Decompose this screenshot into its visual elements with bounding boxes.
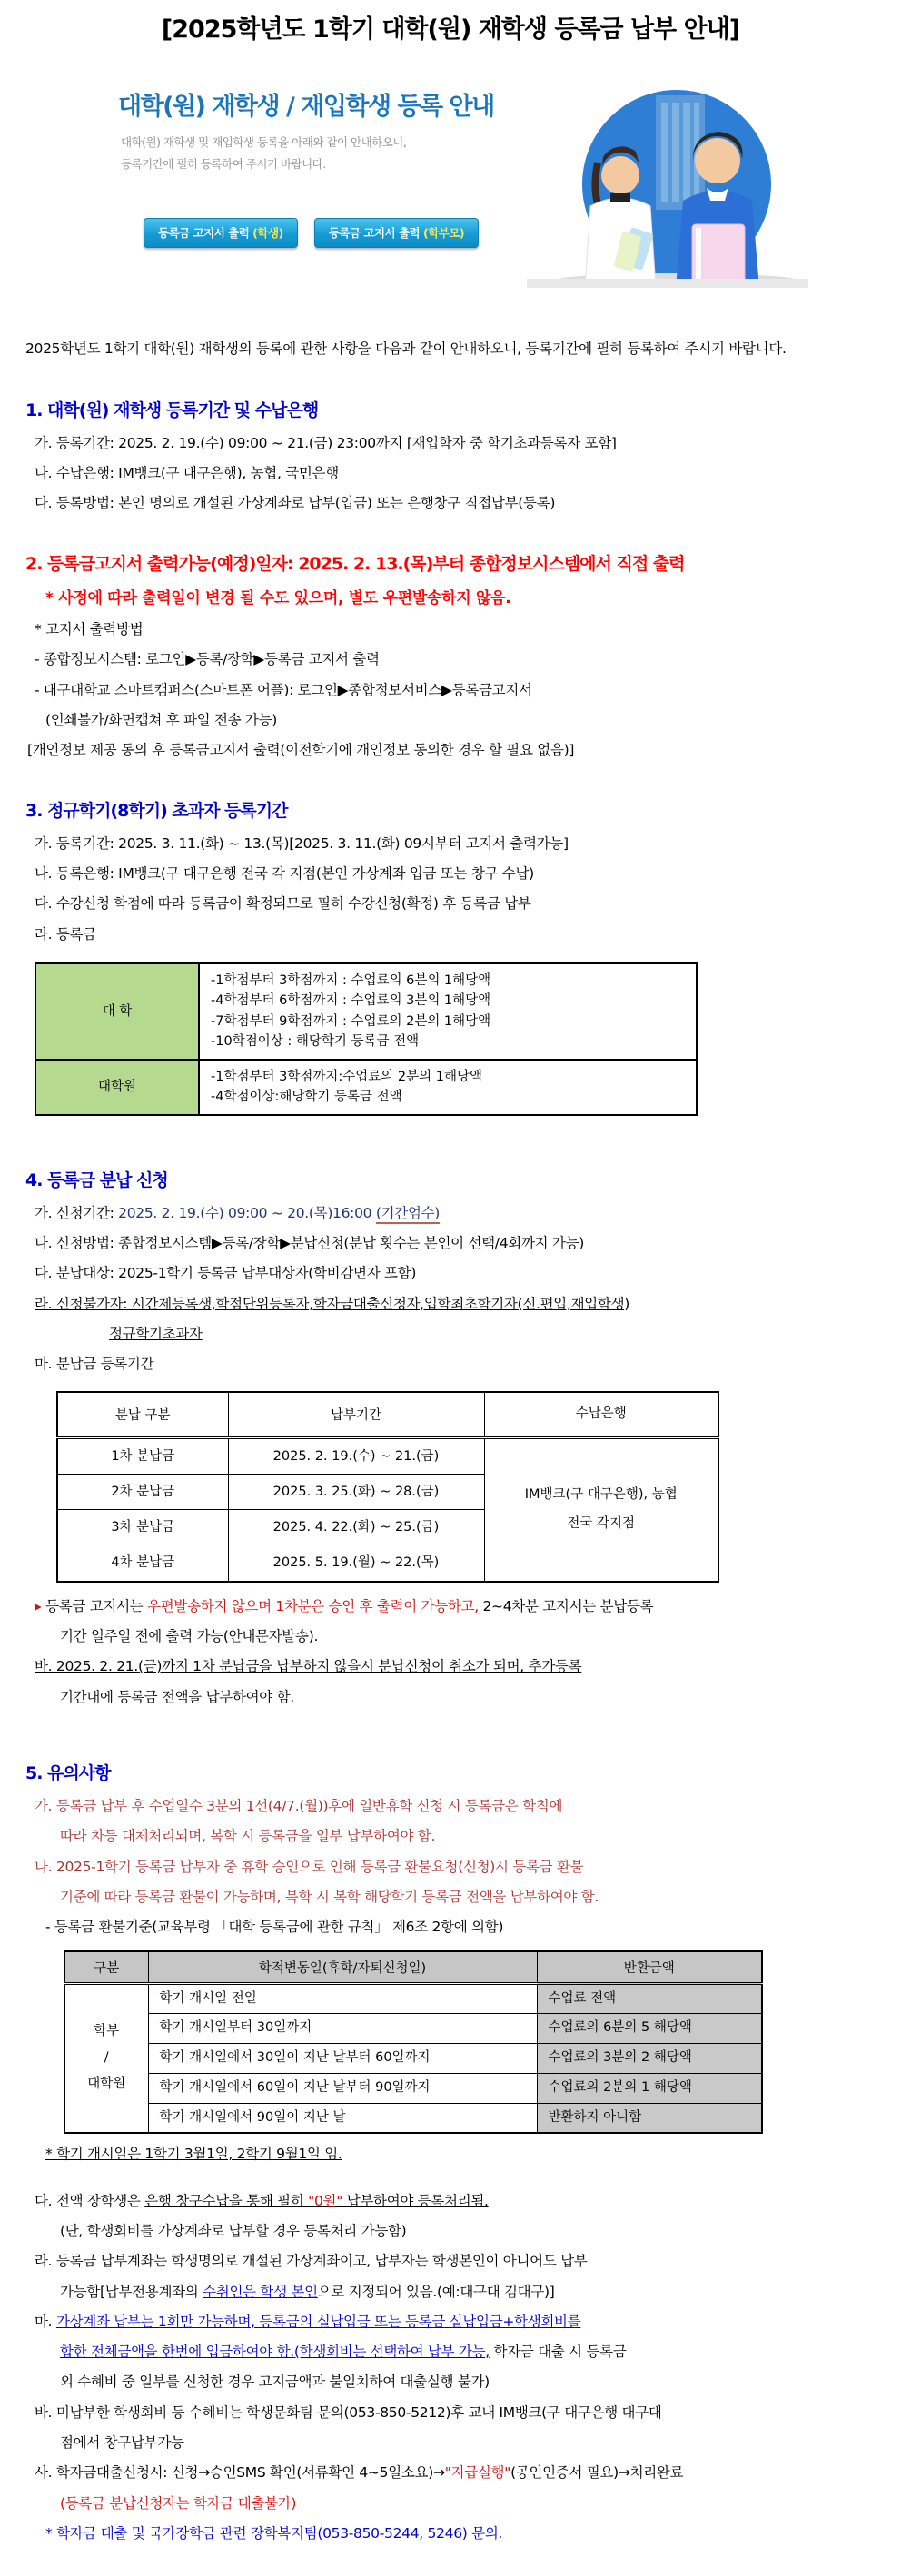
s5-item-ma-cont1 xyxy=(60,2337,877,2367)
s5-item-sa xyxy=(35,2458,877,2488)
refund-change-5: 학기 개시일에서 90일이 지난 날 xyxy=(148,2103,537,2133)
s5-ma-post: 학자금 대출 시 등록금 xyxy=(489,2344,627,2361)
col-header-bank: 수납은행 xyxy=(484,1392,718,1437)
s5-item-da-sub: (단, 학생회비를 가상계좌로 납부할 경우 등록처리 가능함) xyxy=(60,2222,407,2239)
s4-ga-deadline-emphasis: (기간엄수) xyxy=(376,1205,440,1224)
s4-bullet-red: 우편발송하지 않으며 1차분은 승인 후 출력이 가능하고, xyxy=(147,1597,479,1614)
univ-credit-rule-3: -7학점부터 9학점까지 : 수업료의 2분의 1해당액 xyxy=(211,1013,491,1029)
tuition-row-univ-label: 대 학 xyxy=(35,963,199,1060)
s5-semester-start-note: * 학기 개시일은 1학기 3월1일, 2학기 9월1일 임. xyxy=(45,2146,342,2163)
s5-ra-payee-emphasis: 수취인은 학생 본인 xyxy=(203,2283,318,2300)
installment-4-period: 2025. 5. 19.(월) ~ 22.(목) xyxy=(228,1545,484,1582)
print-bill-student-em: (학생) xyxy=(252,226,283,240)
s4-ga-label: 가. 신청기간: xyxy=(35,1204,119,1221)
banner-subtext-line1: 대학(원) 재학생 및 재입학생 등록을 아래와 같이 안내하오니, xyxy=(121,135,407,149)
students-illustration xyxy=(527,68,808,288)
installment-bank-cell xyxy=(484,1437,718,1582)
section-4-heading: 4. 등록금 분납 신청 xyxy=(25,1170,168,1190)
table-row xyxy=(64,2103,762,2133)
grad-credit-rule-1: -1학점부터 3학점까지:수업료의 2분의 1해당액 xyxy=(211,1069,482,1084)
s5-item-ra-cont xyxy=(60,2277,877,2307)
s2-method-smartcampus-note: (인쇄불가/화면캡쳐 후 파일 전송 가능) xyxy=(45,712,278,729)
installment-1-label: 1차 분납금 xyxy=(57,1437,228,1474)
s3-item-da: 다. 수강신청 학점에 따라 등록금이 확정되므로 필히 수강신청(확정) 후 등록금 납부 xyxy=(35,895,531,913)
s4-bullet-note xyxy=(35,1592,877,1622)
section-3-heading: 3. 정규학기(8학기) 초과자 등록기간 xyxy=(25,800,288,821)
installment-2-label: 2차 분납금 xyxy=(57,1474,228,1509)
tuition-row-grad-label: 대학원 xyxy=(35,1060,199,1115)
s5-da-pre: 다. 전액 장학생은 xyxy=(35,2192,145,2209)
table-header-row xyxy=(57,1392,718,1437)
s5-ma-blue-1: 가상계좌 납부는 1회만 가능하며, 등록금의 실납입금 또는 등록금 실납입금+학생회비를 xyxy=(55,2313,581,2330)
s5-ma-blue-2: 합한 전체금액을 한번에 입금하여야 함.(학생회비는 선택하여 납부 가능, xyxy=(60,2344,490,2361)
s5-final-contact-note: * 학자금 대출 및 국가장학금 관련 장학복지팀(053-850-5244, 5246) 문의. xyxy=(45,2525,503,2542)
group-line-slash: / xyxy=(104,2050,109,2066)
s5-item-na: 나. 2025-1학기 등록금 납부자 중 휴학 승인으로 인해 등록금 환불요청(신청)시 등록금 환불 xyxy=(35,1858,584,1875)
tuition-amount-table xyxy=(35,962,698,1116)
section-2-bill-print-date xyxy=(0,550,901,766)
univ-credit-rule-1: -1학점부터 3학점까지 : 수업료의 6분의 1해당액 xyxy=(211,972,491,988)
refund-table xyxy=(64,1950,763,2135)
bank-branch-line: 전국 각지점 xyxy=(567,1515,636,1531)
refund-amount-2: 수업료의 6분의 5 해당액 xyxy=(537,2014,762,2044)
s5-refund-standard-label: - 등록금 환불기준(교육부령 「대학 등록금에 관한 규칙」 제6조 2항에 의함) xyxy=(45,1919,504,1936)
refund-change-4: 학기 개시일에서 60일이 지난 날부터 90일까지 xyxy=(148,2073,537,2103)
s5-item-sa-sub: (등록금 분납신청자는 학자금 대출불가) xyxy=(60,2494,297,2512)
s5-item-ma-cont2: 외 수혜비 중 일부를 신청한 경우 고지금액과 불일치하여 대출실행 불가) xyxy=(60,2374,490,2391)
s4-item-ma: 마. 분납금 등록기간 xyxy=(35,1356,154,1373)
s4-bullet-post: 2~4차분 고지서는 분납등록 xyxy=(478,1597,654,1614)
banner-heading: 대학(원) 재학생 / 재입학생 등록 안내 xyxy=(118,93,494,121)
tuition-row-univ-detail xyxy=(199,963,697,1060)
s4-item-ra-cont: 정규학기초과자 xyxy=(109,1326,203,1342)
table-row xyxy=(64,2044,762,2074)
refund-group-cell xyxy=(64,1983,148,2133)
section-1-registration-period xyxy=(0,397,901,519)
s4-item-da: 다. 분납대상: 2025-1학기 등록금 납부대상자(학비감면자 포함) xyxy=(35,1265,417,1282)
s1-item-da: 다. 등록방법: 본인 명의로 개설된 가상계좌로 납부(입금) 또는 은행창구 직접납부(등록) xyxy=(35,495,556,512)
section-4-installment xyxy=(0,1167,901,1712)
s5-ra-post: 으로 지정되어 있음.(예:대구대 김대구)] xyxy=(317,2283,555,2300)
refund-amount-3: 수업료의 3분의 2 해당액 xyxy=(537,2044,762,2074)
section-3-over-semester xyxy=(0,797,901,1116)
s4-item-ba: 바. 2025. 2. 21.(금)까지 1차 분납금을 납부하지 않을시 분납신청이 취소가 되며, 추가등록 xyxy=(35,1658,582,1675)
section-2-heading: 2. 등록금고지서 출력가능(예정)일자: 2025. 2. 13.(목)부터 종합정보시스템에서 직접 출력 xyxy=(25,553,685,574)
s4-bullet-pre: 등록금 고지서는 xyxy=(41,1597,148,1614)
refund-col-division: 구분 xyxy=(64,1951,148,1984)
refund-amount-4: 수업료의 2분의 1 해당액 xyxy=(537,2073,762,2103)
univ-credit-rule-2: -4학점부터 6학점까지 : 수업료의 3분의 1해당액 xyxy=(211,993,491,1009)
s5-item-ma xyxy=(35,2307,877,2337)
s3-item-ga: 가. 등록기간: 2025. 3. 11.(화) ~ 13.(목)[2025. 3. 11.(화) 09시부터 고지서 출력가능] xyxy=(35,834,569,852)
table-row xyxy=(64,2014,762,2044)
col-header-period: 납부기간 xyxy=(228,1392,484,1437)
installment-4-label: 4차 분납금 xyxy=(57,1545,228,1582)
page-title: [2025학년도 1학기 대학(원) 재학생 등록금 납부 안내] xyxy=(161,15,740,44)
refund-change-1: 학기 개시일 전일 xyxy=(148,1983,537,2014)
print-bill-parent-button[interactable] xyxy=(314,218,479,248)
s5-item-ra: 라. 등록금 납부계좌는 학생명의로 개설된 가상계좌이고, 납부자는 학생본인이 아니어도 납부 xyxy=(35,2253,588,2270)
s5-da-zero-won: "0원" xyxy=(308,2192,343,2209)
table-header-row xyxy=(64,1951,762,1984)
s5-da-u2: 납부하여야 등록처리됨. xyxy=(342,2192,489,2209)
s5-da-u1: 은행 창구수납을 통해 필히 xyxy=(144,2192,309,2209)
refund-col-amount: 반환금액 xyxy=(537,1951,762,1984)
banner-floor-strip xyxy=(527,279,808,288)
s4-item-na: 나. 신청방법: 종합정보시스템▶등록/장학▶분납신청(분납 횟수는 본인이 선택/4회까지 가능) xyxy=(35,1235,585,1252)
s4-item-ra: 라. 신청불가자: 시간제등록생,학점단위등록자,학자금대출신청자,입학최초학기자(신.편입,재입학생) xyxy=(35,1295,630,1312)
group-line-grad: 대학원 xyxy=(87,2077,126,2092)
group-line-undergrad: 학부 xyxy=(94,2024,120,2039)
col-header-installment: 분납 구분 xyxy=(57,1392,228,1437)
s3-item-ra: 라. 등록금 xyxy=(35,925,96,943)
table-row xyxy=(64,2073,762,2103)
banner-buttons xyxy=(144,218,490,248)
section-5-heading: 5. 유의사항 xyxy=(25,1762,111,1783)
print-bill-student-button[interactable] xyxy=(144,218,298,248)
registration-banner xyxy=(91,68,808,288)
bullet-icon: ▸ xyxy=(35,1597,42,1614)
s1-item-ga: 가. 등록기간: 2025. 2. 19.(수) 09:00 ~ 21.(금) 23:00까지 [재입학자 중 학기초과등록자 포함] xyxy=(35,434,617,451)
s2-privacy-note: [개인정보 제공 동의 후 등록금고지서 출력(이전학기에 개인정보 동의한 경우 할 필요 없음)] xyxy=(27,742,575,759)
s4-item-ba-cont: 기간내에 등록금 전액을 납부하여야 함. xyxy=(60,1688,294,1705)
s5-item-ba-cont: 점에서 창구납부가능 xyxy=(60,2434,184,2452)
table-row xyxy=(35,1060,697,1115)
table-row xyxy=(35,963,697,1060)
s5-item-na-cont: 기준에 따라 등록금 환불이 가능하며, 복학 시 복학 해당학기 등록금 전액을 납부하여야 함. xyxy=(60,1888,599,1905)
table-row xyxy=(64,1983,762,2014)
s4-bullet-note-cont: 기간 일주일 전에 출력 가능(안내문자발송). xyxy=(60,1628,319,1645)
print-bill-student-label: 등록금 고지서 출력 xyxy=(158,226,253,240)
s4-ga-period xyxy=(118,1205,440,1224)
s5-item-ga: 가. 등록금 납부 후 수업일수 3분의 1선(4/7.(월))후에 일반휴학 신청 시 등록금은 학칙에 xyxy=(35,1797,563,1814)
s2-method-smartcampus: - 대구대학교 스마트캠퍼스(스마트폰 어플): 로그인▶종합정보서비스▶등록금고지서 xyxy=(35,681,532,698)
refund-amount-1: 수업료 전액 xyxy=(537,1983,762,2014)
s5-item-da xyxy=(35,2186,877,2216)
s5-sa-pre: 사. 학자금대출신청시: 신청→승인SMS 확인(서류확인 4~5일소요)→ xyxy=(35,2464,445,2482)
s4-ga-period-dates: 2025. 2. 19.(수) 09:00 ~ 20.(목)16:00 xyxy=(118,1204,376,1221)
s2-warning-note: * 사정에 따라 출력일이 변경 될 수도 있으며, 별도 우편발송하지 않음. xyxy=(45,588,511,607)
s2-print-method-title: * 고지서 출력방법 xyxy=(35,621,144,638)
refund-amount-5: 반환하지 아니함 xyxy=(537,2103,762,2133)
univ-credit-rule-4: -10학점이상 : 해당학기 등록금 전액 xyxy=(211,1034,420,1050)
installment-schedule-table xyxy=(56,1391,719,1583)
intro-paragraph: 2025학년도 1학기 대학(원) 재학생의 등록에 관한 사항을 다음과 같이 안내하오니, 등록기간에 필히 등록하여 주시기 바랍니다. xyxy=(25,341,787,357)
refund-col-change-date: 학적변동일(휴학/자퇴신청일) xyxy=(148,1951,537,1984)
section-5-cautions xyxy=(0,1760,901,2549)
installment-3-period: 2025. 4. 22.(화) ~ 25.(금) xyxy=(228,1510,484,1545)
installment-3-label: 3차 분납금 xyxy=(57,1510,228,1545)
s5-ma-label: 마. xyxy=(35,2313,56,2330)
print-bill-parent-em: (학부모) xyxy=(422,226,465,240)
s5-sa-execution-emphasis: "지급실행" xyxy=(444,2464,511,2482)
s5-sa-post: (공인인증서 필요)→처리완료 xyxy=(510,2464,684,2482)
print-bill-parent-label: 등록금 고지서 출력 xyxy=(328,226,423,240)
banner-subtext-line2: 등록기간에 필히 등록하여 주시기 바랍니다. xyxy=(121,156,326,171)
s5-item-ga-cont: 따라 차등 대체처리되며, 복학 시 등록금을 일부 납부하여야 함. xyxy=(60,1828,436,1845)
s4-item-ga xyxy=(35,1199,877,1229)
s5-ra-pre: 가능함[납부전용계좌의 xyxy=(60,2283,203,2300)
section-1-heading: 1. 대학(원) 재학생 등록기간 및 수납은행 xyxy=(25,400,319,420)
grad-credit-rule-2: -4학점이상:해당학기 등록금 전액 xyxy=(211,1090,402,1105)
table-row xyxy=(57,1437,718,1474)
s5-da-underlined xyxy=(144,2193,488,2209)
s3-item-na: 나. 등록은행: IM뱅크(구 대구은행 전국 각 지점(본인 가상계좌 입금 또는 창구 수납) xyxy=(35,865,534,882)
s1-item-na: 나. 수납은행: IM뱅크(구 대구은행), 농협, 국민은행 xyxy=(35,464,339,481)
tuition-row-grad-detail xyxy=(199,1060,697,1115)
refund-change-3: 학기 개시일에서 30일이 지난 날부터 60일까지 xyxy=(148,2044,537,2074)
s2-method-portal: - 종합정보시스템: 로그인▶등록/장학▶등록금 고지서 출력 xyxy=(35,651,380,668)
refund-change-2: 학기 개시일부터 30일까지 xyxy=(148,2014,537,2044)
banner-subtext xyxy=(121,132,406,175)
installment-2-period: 2025. 3. 25.(화) ~ 28.(금) xyxy=(228,1474,484,1509)
installment-1-period: 2025. 2. 19.(수) ~ 21.(금) xyxy=(228,1437,484,1474)
s5-item-ba: 바. 미납부한 학생회비 등 수혜비는 학생문화팀 문의(053-850-5212)후 교내 IM뱅크(구 대구은행 대구대 xyxy=(35,2403,662,2421)
bank-name-line: IM뱅크(구 대구은행), 농협 xyxy=(524,1486,678,1502)
